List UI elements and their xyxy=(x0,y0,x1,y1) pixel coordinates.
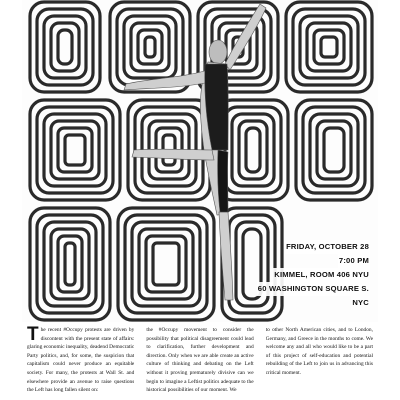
maze-letter-c3-ring xyxy=(65,135,85,165)
maze-letter-hash-ring xyxy=(58,30,72,64)
maze-letter-o-ring xyxy=(138,30,162,64)
event-city: NYC xyxy=(351,296,370,310)
maze-letter-c2-ring xyxy=(314,30,344,64)
article-column-3-text: to other North American cities, and to London, Germany, and Greece in the months to come. We welcome any and all who would like to be a part of this project of self-education and potential rebuilding of the Left to join us in advancing this critical moment. xyxy=(265,327,373,376)
maze-letter-p-ring xyxy=(239,121,267,179)
article-column-3 xyxy=(266,326,373,400)
maze-letter-h-ring xyxy=(65,243,75,285)
article-column-1-text: he recent #Occupy protests are driven by discontent with the present state of affairs: glaring economic inequality, deadend Democratic Party politics, and, for some, the suspicion that capitalism could never produce an equitable society. For many, the protests at Wall St. and elsewhere provide an avenue to raise questions the Left has long fallen silent on: xyxy=(27,327,135,394)
event-address: 60 WASHINGTON SQUARE S. xyxy=(257,282,370,296)
article-body xyxy=(27,326,373,400)
drop-cap: T xyxy=(27,326,39,345)
event-room: KIMMEL, ROOM 406 NYU xyxy=(273,268,370,282)
article-column-2-text: the #Occupy movement to consider the possibility that political disagreement could lead to clarification, further development and direction. Only when we are able create an active culture of thinking and debating on the Left without it proving prematurely divisive can we begin to imagine a Leftist politics adequate to the historical possibilities of our moment. We xyxy=(146,327,254,394)
maze-letter-c2-ring xyxy=(293,9,365,85)
event-details xyxy=(210,240,370,310)
article-column-1 xyxy=(27,326,134,400)
maze-letter-o-ring xyxy=(145,37,155,57)
maze-letter-l-ring xyxy=(317,121,351,179)
article-column-2 xyxy=(146,326,253,400)
maze-letter-c2-ring xyxy=(321,37,337,57)
maze-letter-p-ring xyxy=(246,128,260,172)
maze-letter-l-ring xyxy=(324,128,344,172)
maze-letter-p2-ring xyxy=(153,243,179,285)
maze-letter-h-ring xyxy=(30,208,110,320)
event-time: 7:00 PM xyxy=(338,254,370,268)
event-date: FRIDAY, OCTOBER 28 xyxy=(285,240,370,254)
